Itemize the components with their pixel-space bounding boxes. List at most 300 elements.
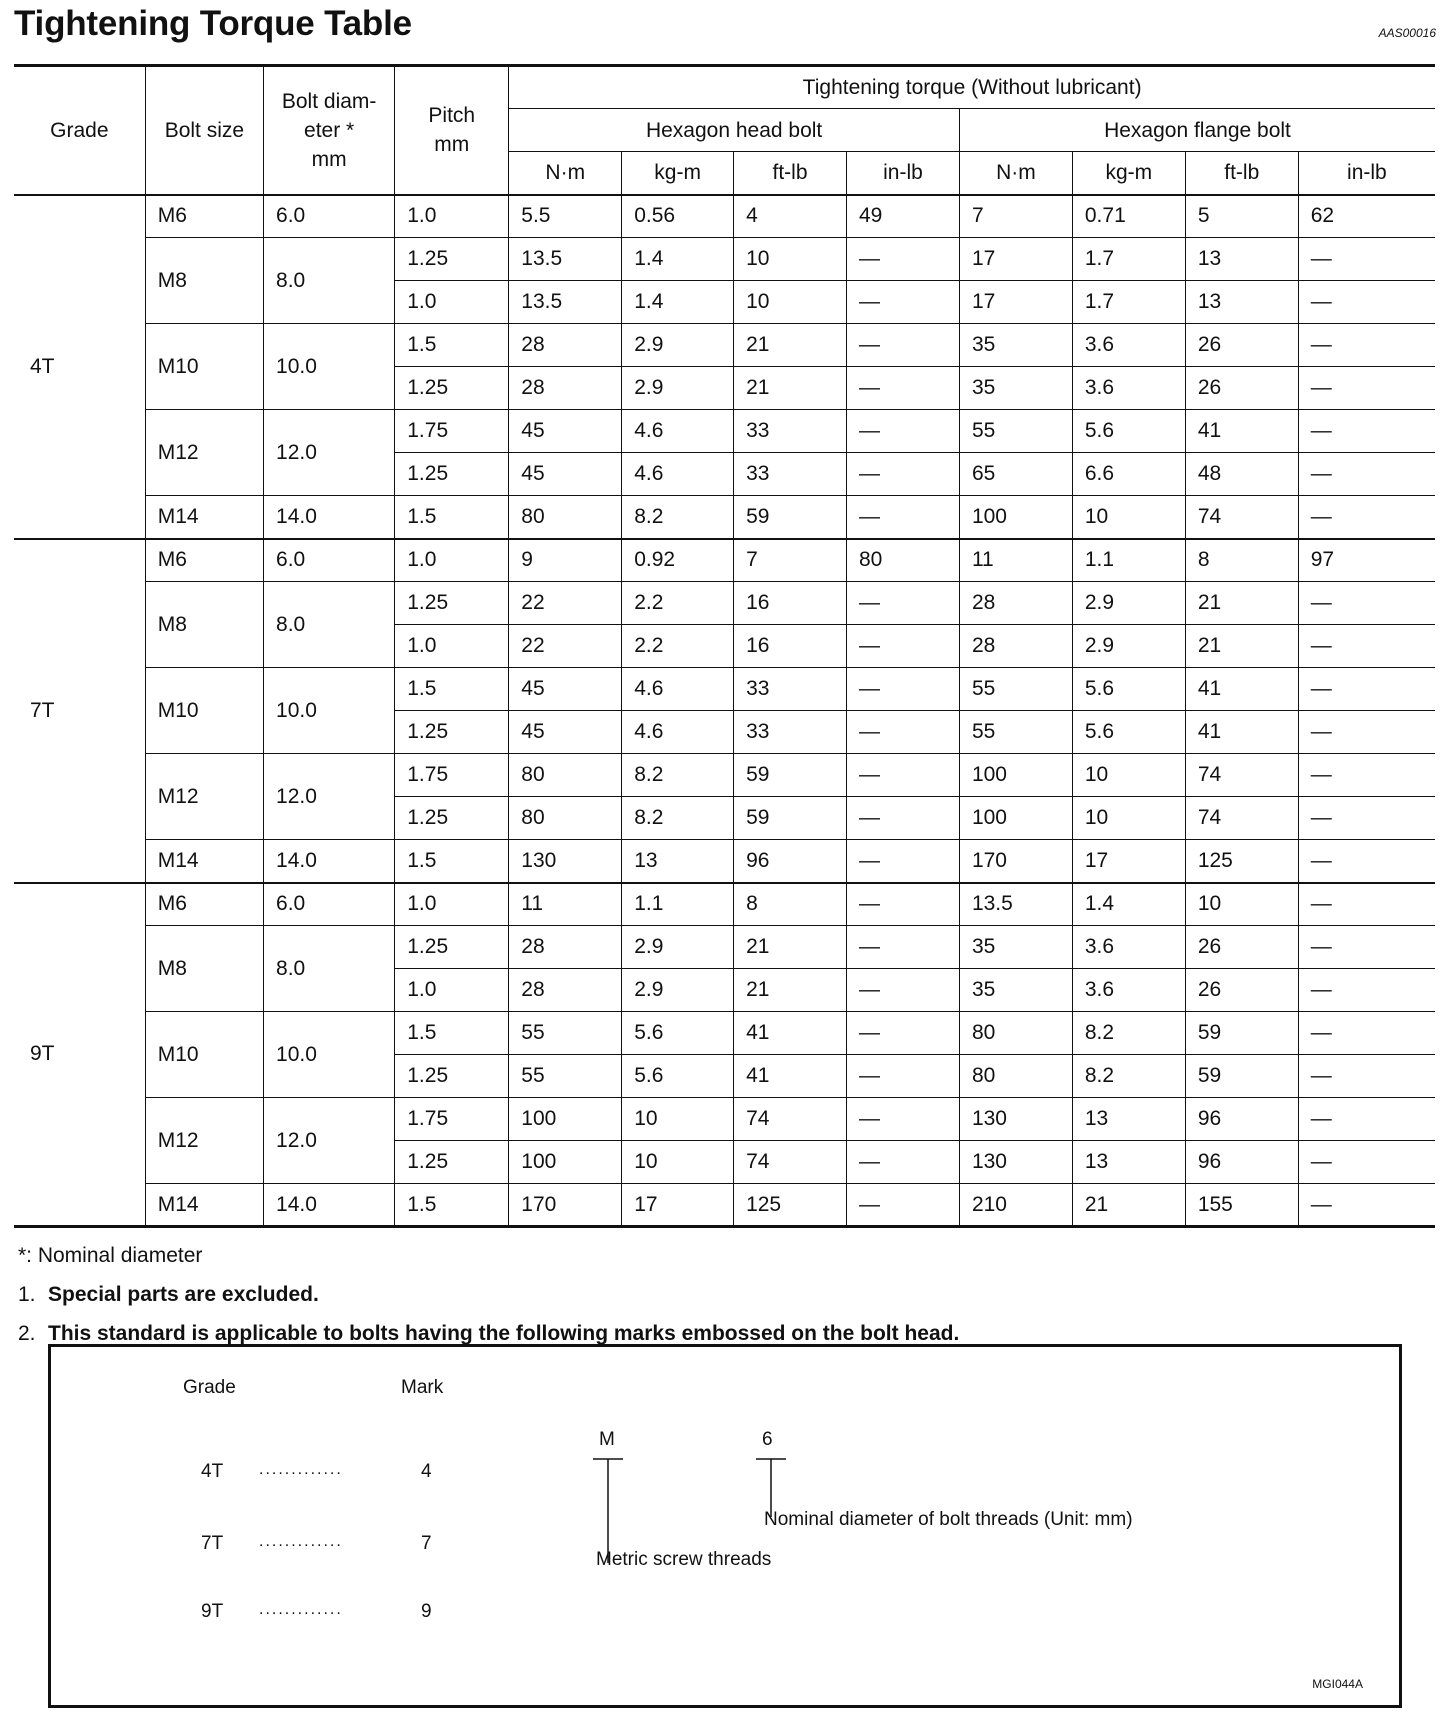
figure-dots: ............. — [259, 1601, 343, 1618]
hex-head-value: 0.92 — [622, 539, 734, 582]
hex-head-value: — — [847, 1055, 960, 1098]
table-row — [14, 1098, 1435, 1141]
hex-flange-value: 8 — [1185, 539, 1298, 582]
bolt-diameter-cell: 6.0 — [264, 539, 395, 582]
header-bolt-diameter: Bolt diam- eter * mm — [264, 66, 395, 195]
bolt-size-cell: M10 — [145, 324, 263, 410]
hex-flange-value: 10 — [1072, 496, 1185, 539]
header-unit: ft-lb — [1185, 152, 1298, 195]
hex-head-value: 2.9 — [622, 324, 734, 367]
hex-head-value: 45 — [509, 668, 622, 711]
hex-flange-value: 74 — [1185, 797, 1298, 840]
hex-flange-value: — — [1298, 324, 1435, 367]
hex-head-value: 5.6 — [622, 1055, 734, 1098]
hex-head-value: 16 — [734, 582, 847, 625]
hex-flange-value: 26 — [1185, 367, 1298, 410]
hex-flange-value: — — [1298, 1098, 1435, 1141]
bolt-diameter-cell: 6.0 — [264, 883, 395, 926]
hex-flange-value: 26 — [1185, 969, 1298, 1012]
hex-head-value: — — [847, 840, 960, 883]
hex-flange-value: — — [1298, 625, 1435, 668]
hex-flange-value: 3.6 — [1072, 324, 1185, 367]
hex-flange-value: 0.71 — [1072, 195, 1185, 238]
figure-letter-6: 6 — [762, 1429, 773, 1450]
hex-flange-value: — — [1298, 238, 1435, 281]
hex-flange-value: 210 — [959, 1184, 1072, 1227]
hex-flange-value: 80 — [959, 1012, 1072, 1055]
bolt-diameter-cell: 12.0 — [264, 1098, 395, 1184]
hex-head-value: — — [847, 582, 960, 625]
hex-head-value: 100 — [509, 1098, 622, 1141]
hex-head-value: — — [847, 883, 960, 926]
figure-mark-header: Mark — [401, 1377, 444, 1398]
header-unit: N·m — [509, 152, 622, 195]
hex-flange-value: 100 — [959, 797, 1072, 840]
hex-flange-value: 97 — [1298, 539, 1435, 582]
page-title: Tightening Torque Table — [14, 4, 412, 43]
figure-mark: 4 — [421, 1461, 432, 1482]
header-unit: in-lb — [847, 152, 960, 195]
hex-flange-value: — — [1298, 1012, 1435, 1055]
hex-flange-value: 55 — [959, 711, 1072, 754]
table-row — [14, 840, 1435, 883]
hex-flange-value: 170 — [959, 840, 1072, 883]
bolt-diameter-cell: 10.0 — [264, 668, 395, 754]
header-unit: in-lb — [1298, 152, 1435, 195]
hex-head-value: 8.2 — [622, 496, 734, 539]
table-row — [14, 410, 1435, 453]
hex-flange-value: 21 — [1185, 582, 1298, 625]
pitch-cell: 1.75 — [395, 1098, 509, 1141]
pitch-cell: 1.5 — [395, 668, 509, 711]
hex-head-value: — — [847, 324, 960, 367]
bolt-size-cell: M10 — [145, 1012, 263, 1098]
hex-head-value: — — [847, 1098, 960, 1141]
hex-flange-value: 41 — [1185, 711, 1298, 754]
pitch-cell: 1.25 — [395, 711, 509, 754]
hex-head-value: 8.2 — [622, 797, 734, 840]
hex-flange-value: 35 — [959, 324, 1072, 367]
pitch-cell: 1.25 — [395, 1055, 509, 1098]
hex-flange-value: — — [1298, 840, 1435, 883]
hex-flange-value: — — [1298, 969, 1435, 1012]
table-row — [14, 668, 1435, 711]
hex-flange-value: 125 — [1185, 840, 1298, 883]
hex-head-value: 1.1 — [622, 883, 734, 926]
hex-flange-value: 17 — [959, 281, 1072, 324]
hex-head-value: 21 — [734, 367, 847, 410]
hex-flange-value: 35 — [959, 969, 1072, 1012]
hex-head-value: 33 — [734, 453, 847, 496]
hex-head-value: 10 — [734, 238, 847, 281]
table-row — [14, 754, 1435, 797]
figure-dots: ............. — [259, 1533, 343, 1550]
pitch-cell: 1.25 — [395, 926, 509, 969]
header-hexagon-flange-bolt: Hexagon flange bolt — [959, 109, 1435, 152]
hex-flange-value: 10 — [1072, 754, 1185, 797]
header-hexagon-head-bolt: Hexagon head bolt — [509, 109, 960, 152]
hex-flange-value: — — [1298, 1055, 1435, 1098]
hex-flange-value: 65 — [959, 453, 1072, 496]
hex-head-value: — — [847, 410, 960, 453]
torque-table — [14, 64, 1435, 1228]
header-unit: N·m — [959, 152, 1072, 195]
bolt-size-cell: M12 — [145, 754, 263, 840]
hex-head-value: 45 — [509, 410, 622, 453]
hex-flange-value: 155 — [1185, 1184, 1298, 1227]
hex-head-value: 4.6 — [622, 410, 734, 453]
hex-head-value: 16 — [734, 625, 847, 668]
hex-head-value: 28 — [509, 367, 622, 410]
hex-flange-value: 48 — [1185, 453, 1298, 496]
hex-head-value: 21 — [734, 969, 847, 1012]
hex-head-value: 10 — [622, 1141, 734, 1184]
hex-head-value: 2.2 — [622, 582, 734, 625]
table-row — [14, 1012, 1435, 1055]
hex-head-value: 4.6 — [622, 453, 734, 496]
table-row — [14, 195, 1435, 238]
grade-group — [14, 883, 1435, 1227]
hex-head-value: — — [847, 754, 960, 797]
figure-mark: 9 — [421, 1601, 432, 1622]
hex-flange-value: 5.6 — [1072, 711, 1185, 754]
hex-flange-value: — — [1298, 281, 1435, 324]
hex-flange-value: — — [1298, 1184, 1435, 1227]
hex-head-value: — — [847, 926, 960, 969]
hex-head-value: 41 — [734, 1012, 847, 1055]
hex-head-value: 74 — [734, 1141, 847, 1184]
hex-head-value: 33 — [734, 668, 847, 711]
pitch-cell: 1.5 — [395, 1184, 509, 1227]
header-unit: kg-m — [622, 152, 734, 195]
bolt-diameter-cell: 6.0 — [264, 195, 395, 238]
hex-head-value: 28 — [509, 926, 622, 969]
grade-group — [14, 195, 1435, 539]
bolt-size-cell: M6 — [145, 883, 263, 926]
hex-head-value: 55 — [509, 1012, 622, 1055]
bolt-diameter-cell: 8.0 — [264, 582, 395, 668]
hex-flange-value: 1.4 — [1072, 883, 1185, 926]
pitch-cell: 1.5 — [395, 324, 509, 367]
bolt-diameter-cell: 14.0 — [264, 840, 395, 883]
hex-head-value: — — [847, 969, 960, 1012]
table-row — [14, 926, 1435, 969]
hex-head-value: 59 — [734, 754, 847, 797]
hex-head-value: — — [847, 1141, 960, 1184]
bolt-diameter-cell: 14.0 — [264, 496, 395, 539]
hex-head-value: 7 — [734, 539, 847, 582]
hex-flange-value: 13 — [1185, 238, 1298, 281]
bolt-size-cell: M8 — [145, 582, 263, 668]
hex-head-value: — — [847, 453, 960, 496]
pitch-cell: 1.0 — [395, 625, 509, 668]
hex-flange-value: 17 — [959, 238, 1072, 281]
grade-cell: 7T — [14, 539, 145, 883]
hex-flange-value: 13.5 — [959, 883, 1072, 926]
table-row — [14, 496, 1435, 539]
hex-head-value: 74 — [734, 1098, 847, 1141]
bolt-size-cell: M8 — [145, 926, 263, 1012]
note-text: This standard is applicable to bolts having the following marks embossed on the bolt head. — [48, 1322, 960, 1345]
hex-head-value: 80 — [847, 539, 960, 582]
header-unit: ft-lb — [734, 152, 847, 195]
pitch-cell: 1.0 — [395, 883, 509, 926]
hex-flange-value: 74 — [1185, 496, 1298, 539]
figure-letter-m: M — [599, 1429, 615, 1450]
hex-head-value: 55 — [509, 1055, 622, 1098]
hex-flange-value: 74 — [1185, 754, 1298, 797]
hex-flange-value: 100 — [959, 754, 1072, 797]
header-tightening-torque: Tightening torque (Without lubricant) — [509, 66, 1435, 109]
bolt-size-cell: M12 — [145, 410, 263, 496]
hex-head-value: 28 — [509, 324, 622, 367]
figure-label-metric-threads: Metric screw threads — [596, 1549, 772, 1570]
hex-flange-value: 13 — [1072, 1141, 1185, 1184]
hex-head-value: 9 — [509, 539, 622, 582]
hex-flange-value: 59 — [1185, 1012, 1298, 1055]
table-header — [14, 66, 1435, 195]
header-pitch: Pitch mm — [395, 66, 509, 195]
pitch-cell: 1.25 — [395, 797, 509, 840]
hex-flange-value: 28 — [959, 625, 1072, 668]
pitch-cell: 1.25 — [395, 1141, 509, 1184]
pitch-cell: 1.0 — [395, 539, 509, 582]
pitch-cell: 1.5 — [395, 1012, 509, 1055]
table-row — [14, 1184, 1435, 1227]
bolt-size-cell: M8 — [145, 238, 263, 324]
hex-head-value: 0.56 — [622, 195, 734, 238]
bolt-size-cell: M6 — [145, 539, 263, 582]
hex-head-value: — — [847, 711, 960, 754]
hex-flange-value: — — [1298, 410, 1435, 453]
hex-head-value: 45 — [509, 453, 622, 496]
hex-flange-value: 5.6 — [1072, 668, 1185, 711]
hex-flange-value: 21 — [1072, 1184, 1185, 1227]
hex-flange-value: 130 — [959, 1141, 1072, 1184]
figure-leader-lines — [51, 1347, 1399, 1705]
hex-flange-value: 55 — [959, 410, 1072, 453]
pitch-cell: 1.25 — [395, 453, 509, 496]
hex-head-value: 8 — [734, 883, 847, 926]
hex-head-value: 10 — [734, 281, 847, 324]
grade-cell: 4T — [14, 195, 145, 539]
hex-flange-value: 1.1 — [1072, 539, 1185, 582]
note-text: Special parts are excluded. — [48, 1283, 319, 1306]
pitch-cell: 1.5 — [395, 496, 509, 539]
hex-flange-value: 96 — [1185, 1141, 1298, 1184]
header-grade: Grade — [14, 66, 145, 195]
hex-head-value: 100 — [509, 1141, 622, 1184]
hex-flange-value: 11 — [959, 539, 1072, 582]
figure-grade: 9T — [201, 1601, 224, 1622]
hex-flange-value: — — [1298, 582, 1435, 625]
hex-flange-value: 3.6 — [1072, 969, 1185, 1012]
bolt-diameter-cell: 8.0 — [264, 926, 395, 1012]
hex-head-value: — — [847, 668, 960, 711]
hex-flange-value: 3.6 — [1072, 926, 1185, 969]
hex-flange-value: 41 — [1185, 410, 1298, 453]
table-row — [14, 883, 1435, 926]
figure-grade-header: Grade — [183, 1377, 236, 1398]
hex-head-value: 21 — [734, 926, 847, 969]
hex-flange-value: 26 — [1185, 324, 1298, 367]
hex-head-value: — — [847, 496, 960, 539]
hex-head-value: 4.6 — [622, 668, 734, 711]
hex-head-value: 41 — [734, 1055, 847, 1098]
hex-flange-value: — — [1298, 668, 1435, 711]
figure-dots: ............. — [259, 1461, 343, 1478]
bolt-diameter-cell: 10.0 — [264, 324, 395, 410]
bolt-size-cell: M14 — [145, 496, 263, 539]
pitch-cell: 1.75 — [395, 754, 509, 797]
hex-head-value: 33 — [734, 410, 847, 453]
hex-head-value: 80 — [509, 754, 622, 797]
hex-flange-value: 80 — [959, 1055, 1072, 1098]
note-item — [18, 1275, 959, 1314]
hex-head-value: — — [847, 1184, 960, 1227]
hex-flange-value: 17 — [1072, 840, 1185, 883]
hex-flange-value: — — [1298, 883, 1435, 926]
hex-flange-value: 1.7 — [1072, 281, 1185, 324]
hex-flange-value: 35 — [959, 367, 1072, 410]
table-row — [14, 539, 1435, 582]
hex-flange-value: 28 — [959, 582, 1072, 625]
hex-head-value: 80 — [509, 496, 622, 539]
bolt-diameter-cell: 10.0 — [264, 1012, 395, 1098]
bolt-size-cell: M6 — [145, 195, 263, 238]
hex-head-value: 4 — [734, 195, 847, 238]
hex-head-value: 17 — [622, 1184, 734, 1227]
hex-flange-value: — — [1298, 496, 1435, 539]
hex-head-value: 170 — [509, 1184, 622, 1227]
pitch-cell: 1.5 — [395, 840, 509, 883]
hex-head-value: 59 — [734, 496, 847, 539]
hex-flange-value: — — [1298, 797, 1435, 840]
hex-head-value: 5.6 — [622, 1012, 734, 1055]
footnote: *: Nominal diameter — [18, 1244, 203, 1267]
hex-flange-value: — — [1298, 711, 1435, 754]
header-unit: kg-m — [1072, 152, 1185, 195]
hex-head-value: 4.6 — [622, 711, 734, 754]
figure-label-nominal-diameter: Nominal diameter of bolt threads (Unit: mm) — [764, 1509, 1133, 1530]
grade-cell: 9T — [14, 883, 145, 1227]
hex-flange-value: 13 — [1072, 1098, 1185, 1141]
hex-head-value: 1.4 — [622, 281, 734, 324]
hex-flange-value: — — [1298, 754, 1435, 797]
bolt-size-cell: M10 — [145, 668, 263, 754]
hex-head-value: 2.9 — [622, 926, 734, 969]
pitch-cell: 1.75 — [395, 410, 509, 453]
hex-flange-value: — — [1298, 453, 1435, 496]
hex-flange-value: 6.6 — [1072, 453, 1185, 496]
bolt-size-cell: M14 — [145, 1184, 263, 1227]
hex-head-value: 21 — [734, 324, 847, 367]
note-number: 1. — [18, 1283, 36, 1306]
hex-head-value: — — [847, 367, 960, 410]
hex-head-value: 45 — [509, 711, 622, 754]
hex-flange-value: 2.9 — [1072, 625, 1185, 668]
hex-head-value: 8.2 — [622, 754, 734, 797]
pitch-cell: 1.25 — [395, 582, 509, 625]
hex-head-value: 1.4 — [622, 238, 734, 281]
notes — [18, 1236, 959, 1353]
hex-head-value: 13 — [622, 840, 734, 883]
hex-head-value: — — [847, 281, 960, 324]
hex-flange-value: 10 — [1072, 797, 1185, 840]
hex-flange-value: 26 — [1185, 926, 1298, 969]
hex-head-value: 33 — [734, 711, 847, 754]
table-row — [14, 238, 1435, 281]
header-bolt-size: Bolt size — [145, 66, 263, 195]
pitch-cell: 1.25 — [395, 238, 509, 281]
hex-head-value: — — [847, 1012, 960, 1055]
hex-head-value: 22 — [509, 582, 622, 625]
hex-flange-value: — — [1298, 367, 1435, 410]
hex-head-value: 11 — [509, 883, 622, 926]
hex-head-value: 59 — [734, 797, 847, 840]
hex-head-value: 13.5 — [509, 238, 622, 281]
hex-flange-value: 62 — [1298, 195, 1435, 238]
hex-flange-value: 1.7 — [1072, 238, 1185, 281]
figure-grade: 7T — [201, 1533, 224, 1554]
hex-flange-value: 35 — [959, 926, 1072, 969]
hex-head-value: 2.9 — [622, 367, 734, 410]
table-row — [14, 324, 1435, 367]
bolt-size-cell: M14 — [145, 840, 263, 883]
bolt-size-cell: M12 — [145, 1098, 263, 1184]
hex-head-value: 13.5 — [509, 281, 622, 324]
hex-flange-value: 7 — [959, 195, 1072, 238]
hex-flange-value: 13 — [1185, 281, 1298, 324]
hex-flange-value: 21 — [1185, 625, 1298, 668]
pitch-cell: 1.0 — [395, 969, 509, 1012]
hex-flange-value: 3.6 — [1072, 367, 1185, 410]
hex-flange-value: 96 — [1185, 1098, 1298, 1141]
bolt-diameter-cell: 8.0 — [264, 238, 395, 324]
pitch-cell: 1.25 — [395, 367, 509, 410]
hex-head-value: 80 — [509, 797, 622, 840]
hex-flange-value: 130 — [959, 1098, 1072, 1141]
figure-grade: 4T — [201, 1461, 224, 1482]
bolt-diameter-cell: 12.0 — [264, 754, 395, 840]
hex-flange-value: 59 — [1185, 1055, 1298, 1098]
hex-flange-value: 10 — [1185, 883, 1298, 926]
table-row — [14, 582, 1435, 625]
hex-flange-value: 100 — [959, 496, 1072, 539]
hex-head-value: 96 — [734, 840, 847, 883]
hex-flange-value: 41 — [1185, 668, 1298, 711]
document-code: AAS00016 — [1378, 26, 1436, 40]
hex-head-value: 49 — [847, 195, 960, 238]
pitch-cell: 1.0 — [395, 281, 509, 324]
hex-flange-value: 2.9 — [1072, 582, 1185, 625]
hex-flange-value: 55 — [959, 668, 1072, 711]
hex-head-value: 5.5 — [509, 195, 622, 238]
bolt-mark-figure — [48, 1344, 1402, 1708]
hex-head-value: 22 — [509, 625, 622, 668]
hex-flange-value: — — [1298, 926, 1435, 969]
hex-flange-value: 8.2 — [1072, 1012, 1185, 1055]
figure-mark: 7 — [421, 1533, 432, 1554]
grade-group — [14, 539, 1435, 883]
hex-flange-value: 5 — [1185, 195, 1298, 238]
hex-head-value: 2.2 — [622, 625, 734, 668]
hex-flange-value: — — [1298, 1141, 1435, 1184]
hex-head-value: 2.9 — [622, 969, 734, 1012]
hex-head-value: — — [847, 797, 960, 840]
hex-head-value: 28 — [509, 969, 622, 1012]
hex-head-value: — — [847, 238, 960, 281]
